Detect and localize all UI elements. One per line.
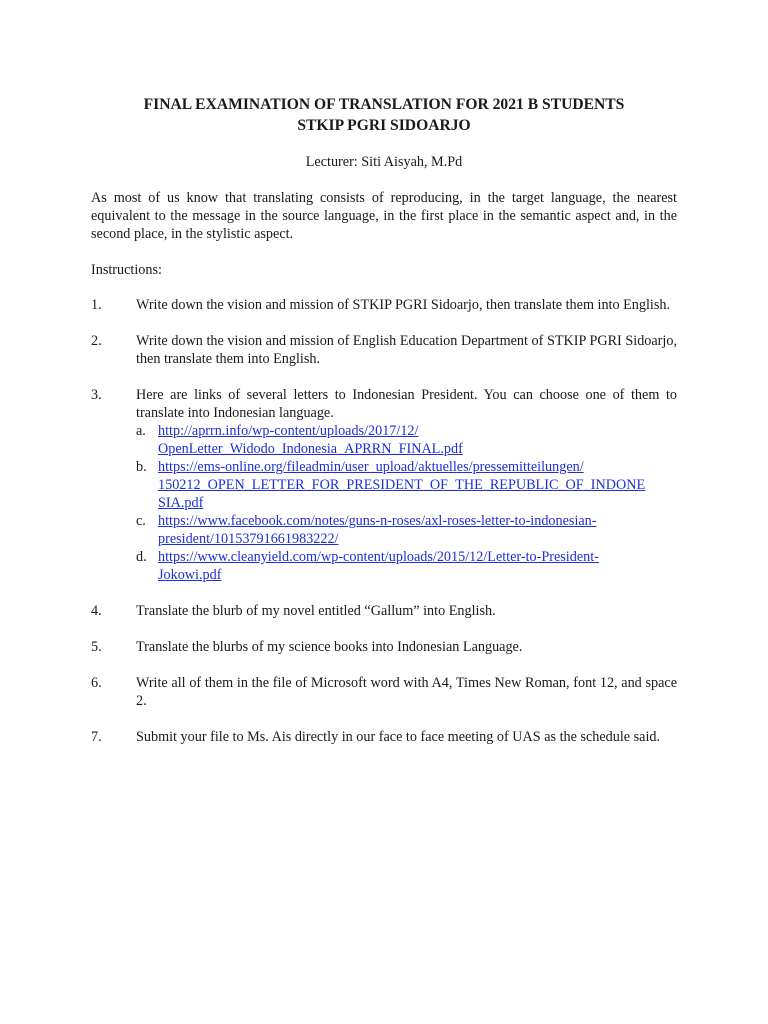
intro-paragraph: As most of us know that translating consists of reproducing, in the target language, the nearest equivalent to the message in the source language, in the first place in the semantic aspect and, in the second place, in the stylistic aspect. xyxy=(91,190,677,242)
instruction-number: 5. xyxy=(91,639,102,655)
link-line: president/10153791661983222/ xyxy=(158,531,339,547)
instruction-item xyxy=(91,602,677,620)
link-letter: c. xyxy=(136,513,146,529)
instruction-text: Write down the vision and mission of English Education Department of STKIP PGRI Sidoarjo, then translate them into English. xyxy=(136,333,677,367)
instructions-label: Instructions: xyxy=(91,262,162,278)
document-content xyxy=(91,94,677,746)
lecturer-line: Lecturer: Siti Aisyah, M.Pd xyxy=(305,154,463,170)
instruction-item xyxy=(91,674,677,710)
instruction-number: 3. xyxy=(91,387,102,403)
link-line: Jokowi.pdf xyxy=(158,567,222,583)
letter-links-list xyxy=(136,422,677,584)
instruction-number: 4. xyxy=(91,603,102,619)
instruction-text: Write all of them in the file of Microsoft word with A4, Times New Roman, font 12, and space 2. xyxy=(136,675,677,709)
letter-link-a[interactable] xyxy=(158,422,677,458)
link-line: https://www.facebook.com/notes/guns-n-roses/axl-roses-letter-to-indonesian- xyxy=(158,513,597,529)
instruction-text: Write down the vision and mission of STKIP PGRI Sidoarjo, then translate them into English. xyxy=(136,297,671,313)
link-line: https://www.cleanyield.com/wp-content/uploads/2015/12/Letter-to-President- xyxy=(158,549,599,565)
letter-link-d[interactable] xyxy=(158,548,677,584)
instruction-number: 1. xyxy=(91,297,102,313)
title-line-2: STKIP PGRI SIDOARJO xyxy=(297,117,471,134)
instruction-number: 6. xyxy=(91,675,102,691)
instruction-item xyxy=(91,332,677,368)
instruction-number: 2. xyxy=(91,333,102,349)
instruction-number: 7. xyxy=(91,729,102,745)
title-line-1: FINAL EXAMINATION OF TRANSLATION FOR 2021 B STUDENTS xyxy=(143,96,625,113)
link-line: OpenLetter_Widodo_Indonesia_APRRN_FINAL.pdf xyxy=(158,441,463,457)
letter-link-c[interactable] xyxy=(158,512,677,548)
letter-link-item xyxy=(136,512,677,548)
instruction-item xyxy=(91,728,677,746)
letter-link-item xyxy=(136,458,677,512)
document-title xyxy=(91,94,677,136)
link-line: SIA.pdf xyxy=(158,495,204,511)
link-line: 150212_OPEN_LETTER_FOR_PRESIDENT_OF_THE_REPUBLIC_OF_INDONE xyxy=(158,477,646,493)
letter-link-item xyxy=(136,422,677,458)
letter-link-b[interactable] xyxy=(158,458,677,512)
link-letter: b. xyxy=(136,459,147,475)
instruction-text: Here are links of several letters to Indonesian President. You can choose one of them to translate into Indonesian language. xyxy=(136,387,677,421)
link-line: http://aprrn.info/wp-content/uploads/2017/12/ xyxy=(158,423,419,439)
instruction-text: Translate the blurbs of my science books into Indonesian Language. xyxy=(136,639,523,655)
link-line: https://ems-online.org/fileadmin/user_upload/aktuelles/pressemitteilungen/ xyxy=(158,459,584,475)
instruction-item xyxy=(91,296,677,314)
instructions-list xyxy=(91,296,677,746)
instruction-item xyxy=(91,386,677,584)
instruction-item xyxy=(91,638,677,656)
instruction-text: Submit your file to Ms. Ais directly in our face to face meeting of UAS as the schedule said. xyxy=(136,729,661,745)
link-letter: a. xyxy=(136,423,146,439)
link-letter: d. xyxy=(136,549,147,565)
letter-link-item xyxy=(136,548,677,584)
instruction-text: Translate the blurb of my novel entitled “Gallum” into English. xyxy=(136,603,496,619)
